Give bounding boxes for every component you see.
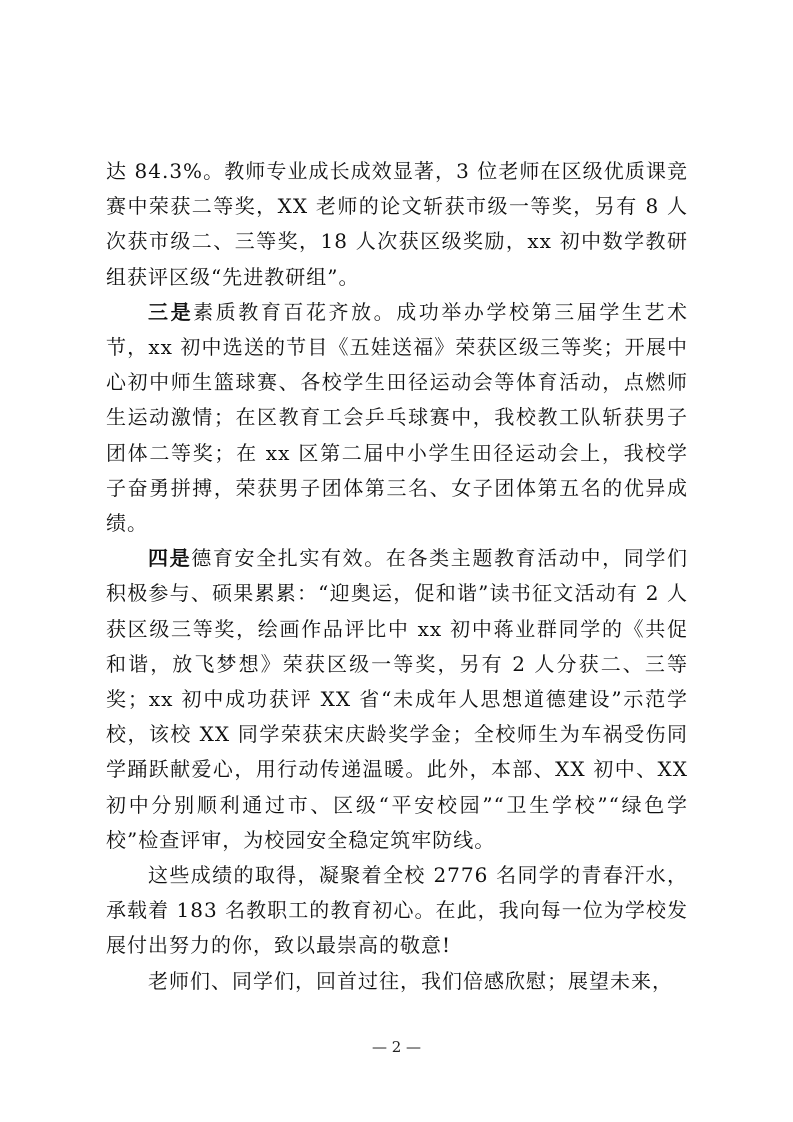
paragraph-5 [106, 964, 688, 999]
page-number: — 2 — [371, 1038, 422, 1056]
paragraph-3-text: 德育安全扎实有效。在各类主题教育活动中，同学们积极参与、硕果累累：“迎奥运，促和谐”读书征文活动有 2 人获区级三等奖，绘画作品评比中 xx 初中蒋业群同学的《共促和谐，放飞梦想》荣获区级一等奖，另有 2 人分获二、三等奖；xx 初中成功获评 XX 省“未成年人思想道德建设”示范学校，该校 XX 同学荣获宋庆龄奖学金；全校师生为车祸受伤同学踊跃献爱心，用行动传递温暖。此外，本部、XX 初中、XX 初中分别顺利通过市、区级“平安校园”“卫生学校”“绿色学校”检查评审，为校园安全稳定筑牢防线。 [106, 546, 688, 852]
paragraph-2-text: 素质教育百花齐放。成功举办学校第三届学生艺术节，xx 初中选送的节目《五娃送福》荣获区级三等奖；开展中心初中师生篮球赛、各校学生田径运动会等体育活动，点燃师生运动激情；在区教育工会乒乓球赛中，我校教工队斩获男子团体二等奖；在 xx 区第二届中小学生田径运动会上，我校学子奋勇拼搏，荣获男子团体第三名、女子团体第五名的优异成绩。 [106, 299, 689, 536]
body-text [106, 154, 688, 999]
paragraph-3 [106, 541, 688, 858]
paragraph-2-lead: 三是 [148, 299, 194, 324]
paragraph-3-lead: 四是 [148, 546, 192, 571]
paragraph-4 [106, 858, 688, 964]
paragraph-5-text: 老师们、同学们，回首过往，我们倍感欣慰；展望未来， [148, 968, 673, 993]
paragraph-4-text: 这些成绩的取得，凝聚着全校 2776 名同学的青春汗水，承载着 183 名教职工的教育初心。在此，我向每一位为学校发展付出努力的你，致以最崇高的敬意! [106, 863, 688, 958]
paragraph-1-text: 达 84.3%。教师专业成长成效显著，3 位老师在区级优质课竞赛中荣获二等奖，XX 老师的论文斩获市级一等奖，另有 8 人次获市级二、三等奖，18 人次获区级奖励，xx 初中数学教研组获评区级“先进教研组”。 [106, 159, 688, 289]
paragraph-1 [106, 154, 688, 295]
paragraph-2 [106, 295, 688, 541]
